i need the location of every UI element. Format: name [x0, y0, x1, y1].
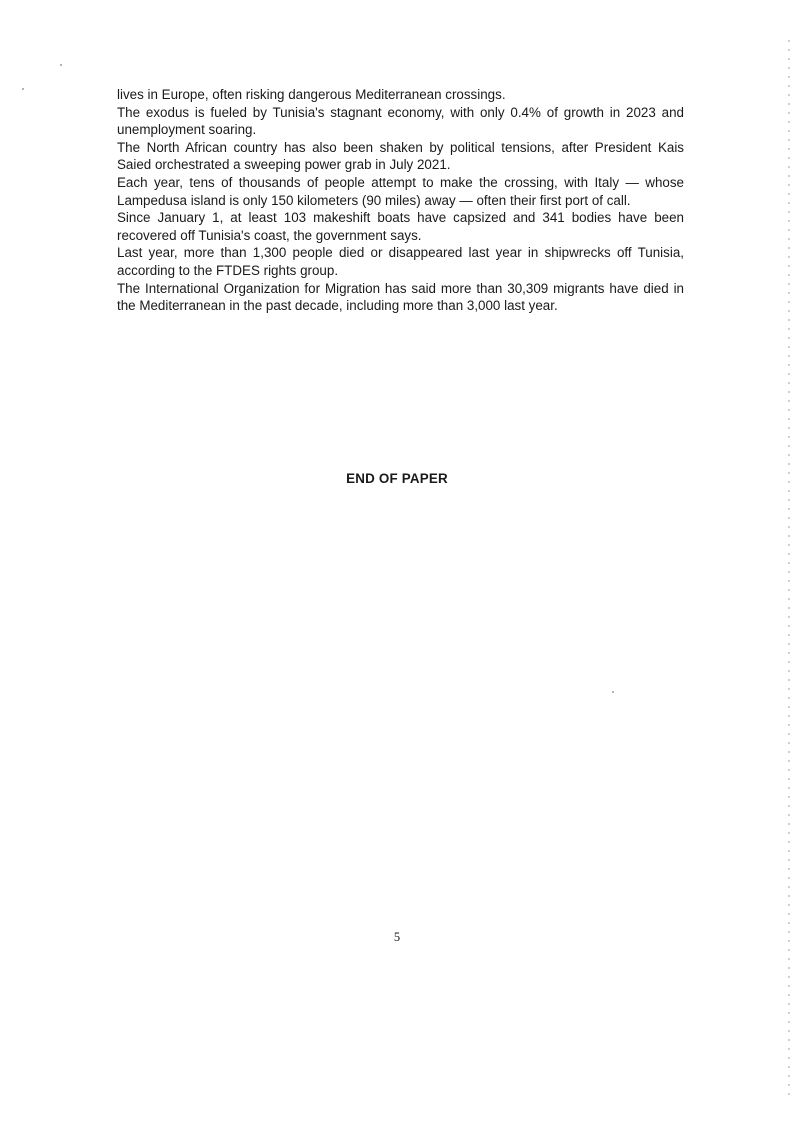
paragraph-1: lives in Europe, often risking dangerous Mediterranean crossings. [117, 87, 506, 102]
paragraph-5: Since January 1, at least 103 makeshift boats have capsized and 341 bodies have been recovered off Tunisia's coast, the government says. [117, 210, 684, 243]
page-number: 5 [393, 930, 401, 944]
scan-edge-artifact [788, 40, 790, 1100]
article-body [117, 86, 684, 315]
paragraph-3: The North African country has also been shaken by political tensions, after President Kais Saied orchestrated a sweeping power grab in July 2021. [117, 139, 684, 173]
paragraph-4: Each year, tens of thousands of people attempt to make the crossing, with Italy — whose Lampedusa island is only 150 kilometers (90 miles) away — often their first port of call. [117, 174, 684, 208]
scan-speck [60, 64, 62, 66]
end-of-paper-marker: END OF PAPER [346, 471, 448, 486]
scan-speck [612, 691, 614, 693]
paragraph-7: The International Organization for Migration has said more than 30,309 migrants have died in the Mediterranean in the past decade, including more than 3,000 last year. [117, 280, 684, 314]
paragraph-2: The exodus is fueled by Tunisia's stagnant economy, with only 0.4% of growth in 2023 and unemployment soaring. [117, 104, 684, 138]
scan-speck [22, 88, 24, 90]
paragraph-6: Last year, more than 1,300 people died or disappeared last year in shipwrecks off Tunisia, according to the FTDES rights group. [117, 245, 684, 278]
